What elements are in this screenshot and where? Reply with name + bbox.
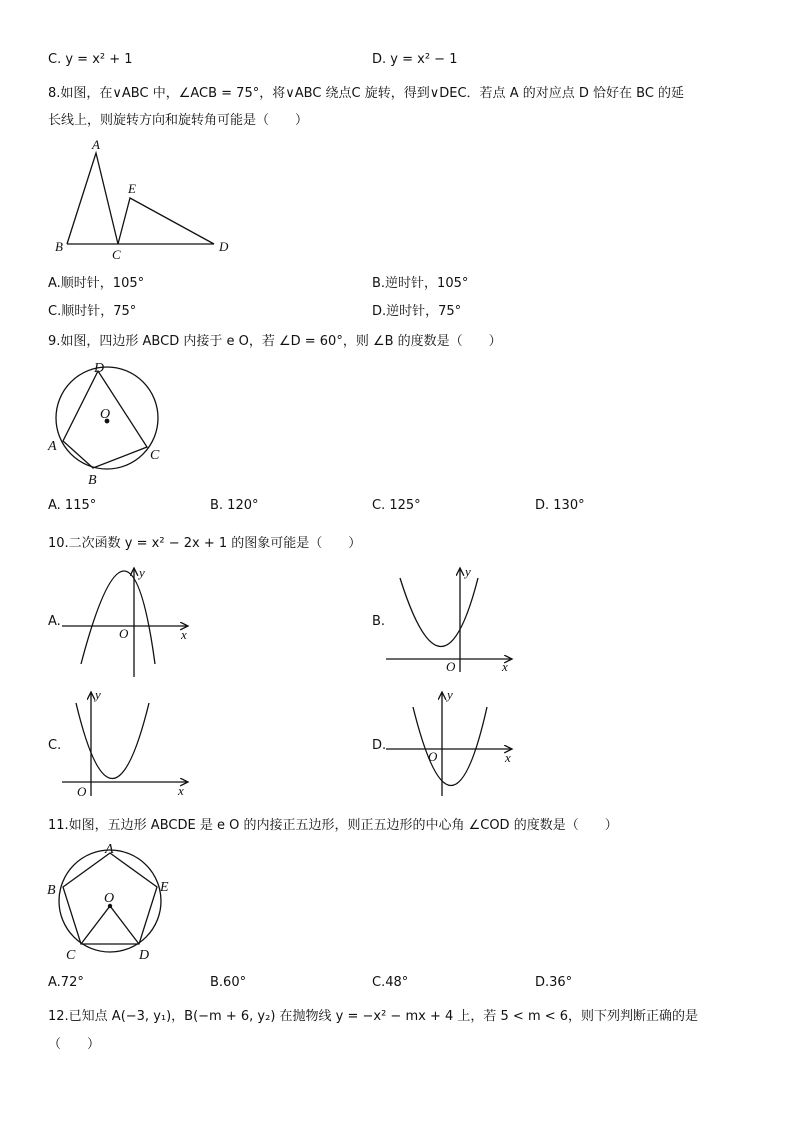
q10-option-d-label: D. (372, 738, 387, 753)
q8-option-c: C.顺时针，75° (48, 304, 137, 319)
q8-label-c: C (112, 247, 121, 262)
q9-option-a: A. 115° (48, 498, 97, 513)
q11-option-b: B.60° (210, 975, 247, 990)
q7-option-c: C. y = x² + 1 (48, 52, 133, 67)
q8-stem-line1: 8.如图，在∨ABC 中，∠ACB = 75°，将∨ABC 绕点C 旋转，得到∨DEC．若点 A 的对应点 D 恰好在 BC 的延 (48, 86, 685, 101)
svg-text:O: O (446, 659, 456, 674)
svg-text:y: y (95, 687, 101, 702)
q11-label-e: E (160, 880, 169, 895)
q9-stem: 9.如图，四边形 ABCD 内接于 e O，若 ∠D = 60°，则 ∠B 的度数是（ ） (48, 334, 502, 349)
q10-option-b-label: B. (372, 614, 386, 629)
svg-text:O: O (428, 749, 438, 764)
q9-label-a: A (48, 439, 57, 454)
q8-option-a: A.顺时针，105° (48, 276, 145, 291)
q11-option-d: D.36° (535, 975, 573, 990)
q9-label-b: B (88, 473, 97, 488)
q8-label-d: D (219, 239, 229, 254)
q10-option-a-label: A. (48, 614, 61, 629)
svg-text:x: x (181, 627, 187, 642)
q11-center-angle-cod (81, 906, 139, 944)
q9-option-b: B. 120° (210, 498, 259, 513)
q11-stem: 11.如图，五边形 ABCDE 是 e O 的内接正五边形，则正五边形的中心角 ∠COD 的度数是（ ） (48, 818, 618, 833)
q11-label-c: C (66, 948, 76, 963)
q8-label-b: B (55, 239, 63, 254)
q8-option-b: B.逆时针，105° (372, 276, 469, 291)
q12-stem-line1: 12.已知点 A(−3, y₁)，B(−m + 6, y₂) 在抛物线 y = −x² − mx + 4 上，若 5 < m < 6，则下列判断正确的是 (48, 1009, 699, 1024)
q11-option-a: A.72° (48, 975, 84, 990)
svg-text:x: x (502, 659, 508, 674)
svg-text:x: x (505, 750, 511, 765)
q7-option-d: D. y = x² − 1 (372, 52, 458, 67)
svg-text:O: O (77, 784, 87, 799)
q9-label-o: O (100, 407, 111, 422)
q8-stem-line2: 长线上，则旋转方向和旋转角可能是（ ） (48, 113, 309, 128)
q9-label-c: C (150, 448, 160, 463)
q11-label-d: D (139, 948, 150, 963)
svg-text:x: x (178, 783, 184, 798)
q8-option-d: D.逆时针，75° (372, 304, 462, 319)
q10-stem: 10.二次函数 y = x² − 2x + 1 的图象可能是（ ） (48, 536, 362, 551)
svg-text:y: y (465, 564, 471, 579)
q11-option-c: C.48° (372, 975, 409, 990)
svg-text:O: O (119, 626, 129, 641)
q11-label-o: O (104, 891, 115, 906)
q12-stem-line2: （ ） (48, 1037, 101, 1052)
q9-option-c: C. 125° (372, 498, 421, 513)
q11-label-a: A (105, 842, 114, 857)
q9-label-d: D (94, 361, 105, 376)
q8-label-e: E (128, 181, 136, 196)
q9-option-d: D. 130° (535, 498, 585, 513)
svg-text:y: y (447, 687, 453, 702)
q10-option-c-label: C. (48, 738, 62, 753)
q11-label-b: B (47, 883, 56, 898)
q8-label-a: A (92, 137, 100, 152)
svg-text:y: y (139, 565, 145, 580)
